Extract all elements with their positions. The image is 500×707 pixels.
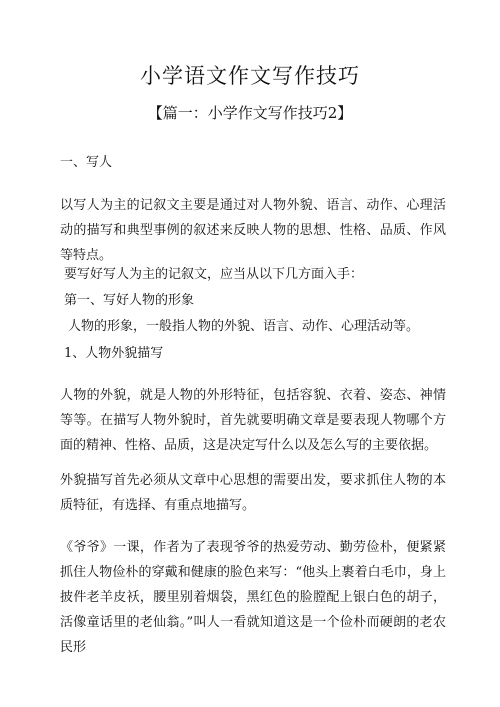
paragraph-appearance-principle: 外貌描写首先必须从文章中心思想的需要出发，要求抓住人物的本质特征，有选择、有重点地描写。 <box>60 473 446 513</box>
paragraph-appearance: 人物的外貌，就是人物的外形特征，包括容貌、衣着、姿态、神情等等。在描写人物外貌时，首先就要明确文章是要表现人物哪个方面的精神、性格、品质，这是决定写什么以及怎么写的主要依据。 <box>60 388 446 453</box>
paragraph-point-one: 第一、写好人物的形象 <box>64 293 195 308</box>
paragraph-approach: 要写好写人为主的记叙文，应当从以下几方面入手： <box>64 267 364 282</box>
section-heading: 一、写人 <box>60 155 113 170</box>
paragraph-intro: 以写人为主的记叙文主要是通过对人物外貌、语言、动作、心理活动的描写和典型事例的叙述来反映人物的思想、性格、品质、作风等特点。 <box>60 198 446 263</box>
paragraph-grandpa-example: 《爷爷》一课，作者为了表现爷爷的热爱劳动、勤劳俭朴，便紧紧抓住人物俭朴的穿戴和健康的脸色来写：“他头上裹着白毛巾，身上披件老羊皮袄，腰里别着烟袋，黑红色的脸膛配上银白色的胡子，活像童话里的老仙翁。”叫人一看就知道这是一个俭朴而硬朗的老农民形 <box>60 540 446 655</box>
document-subtitle: 【篇一：小学作文写作技巧2】 <box>147 104 353 122</box>
document-title: 小学语文作文写作技巧 <box>140 64 360 88</box>
paragraph-appearance-heading: 1、人物外貌描写 <box>64 346 164 361</box>
paragraph-image-definition: 人物的形象，一般指人物的外貌、语言、动作、心理活动等。 <box>68 319 420 334</box>
